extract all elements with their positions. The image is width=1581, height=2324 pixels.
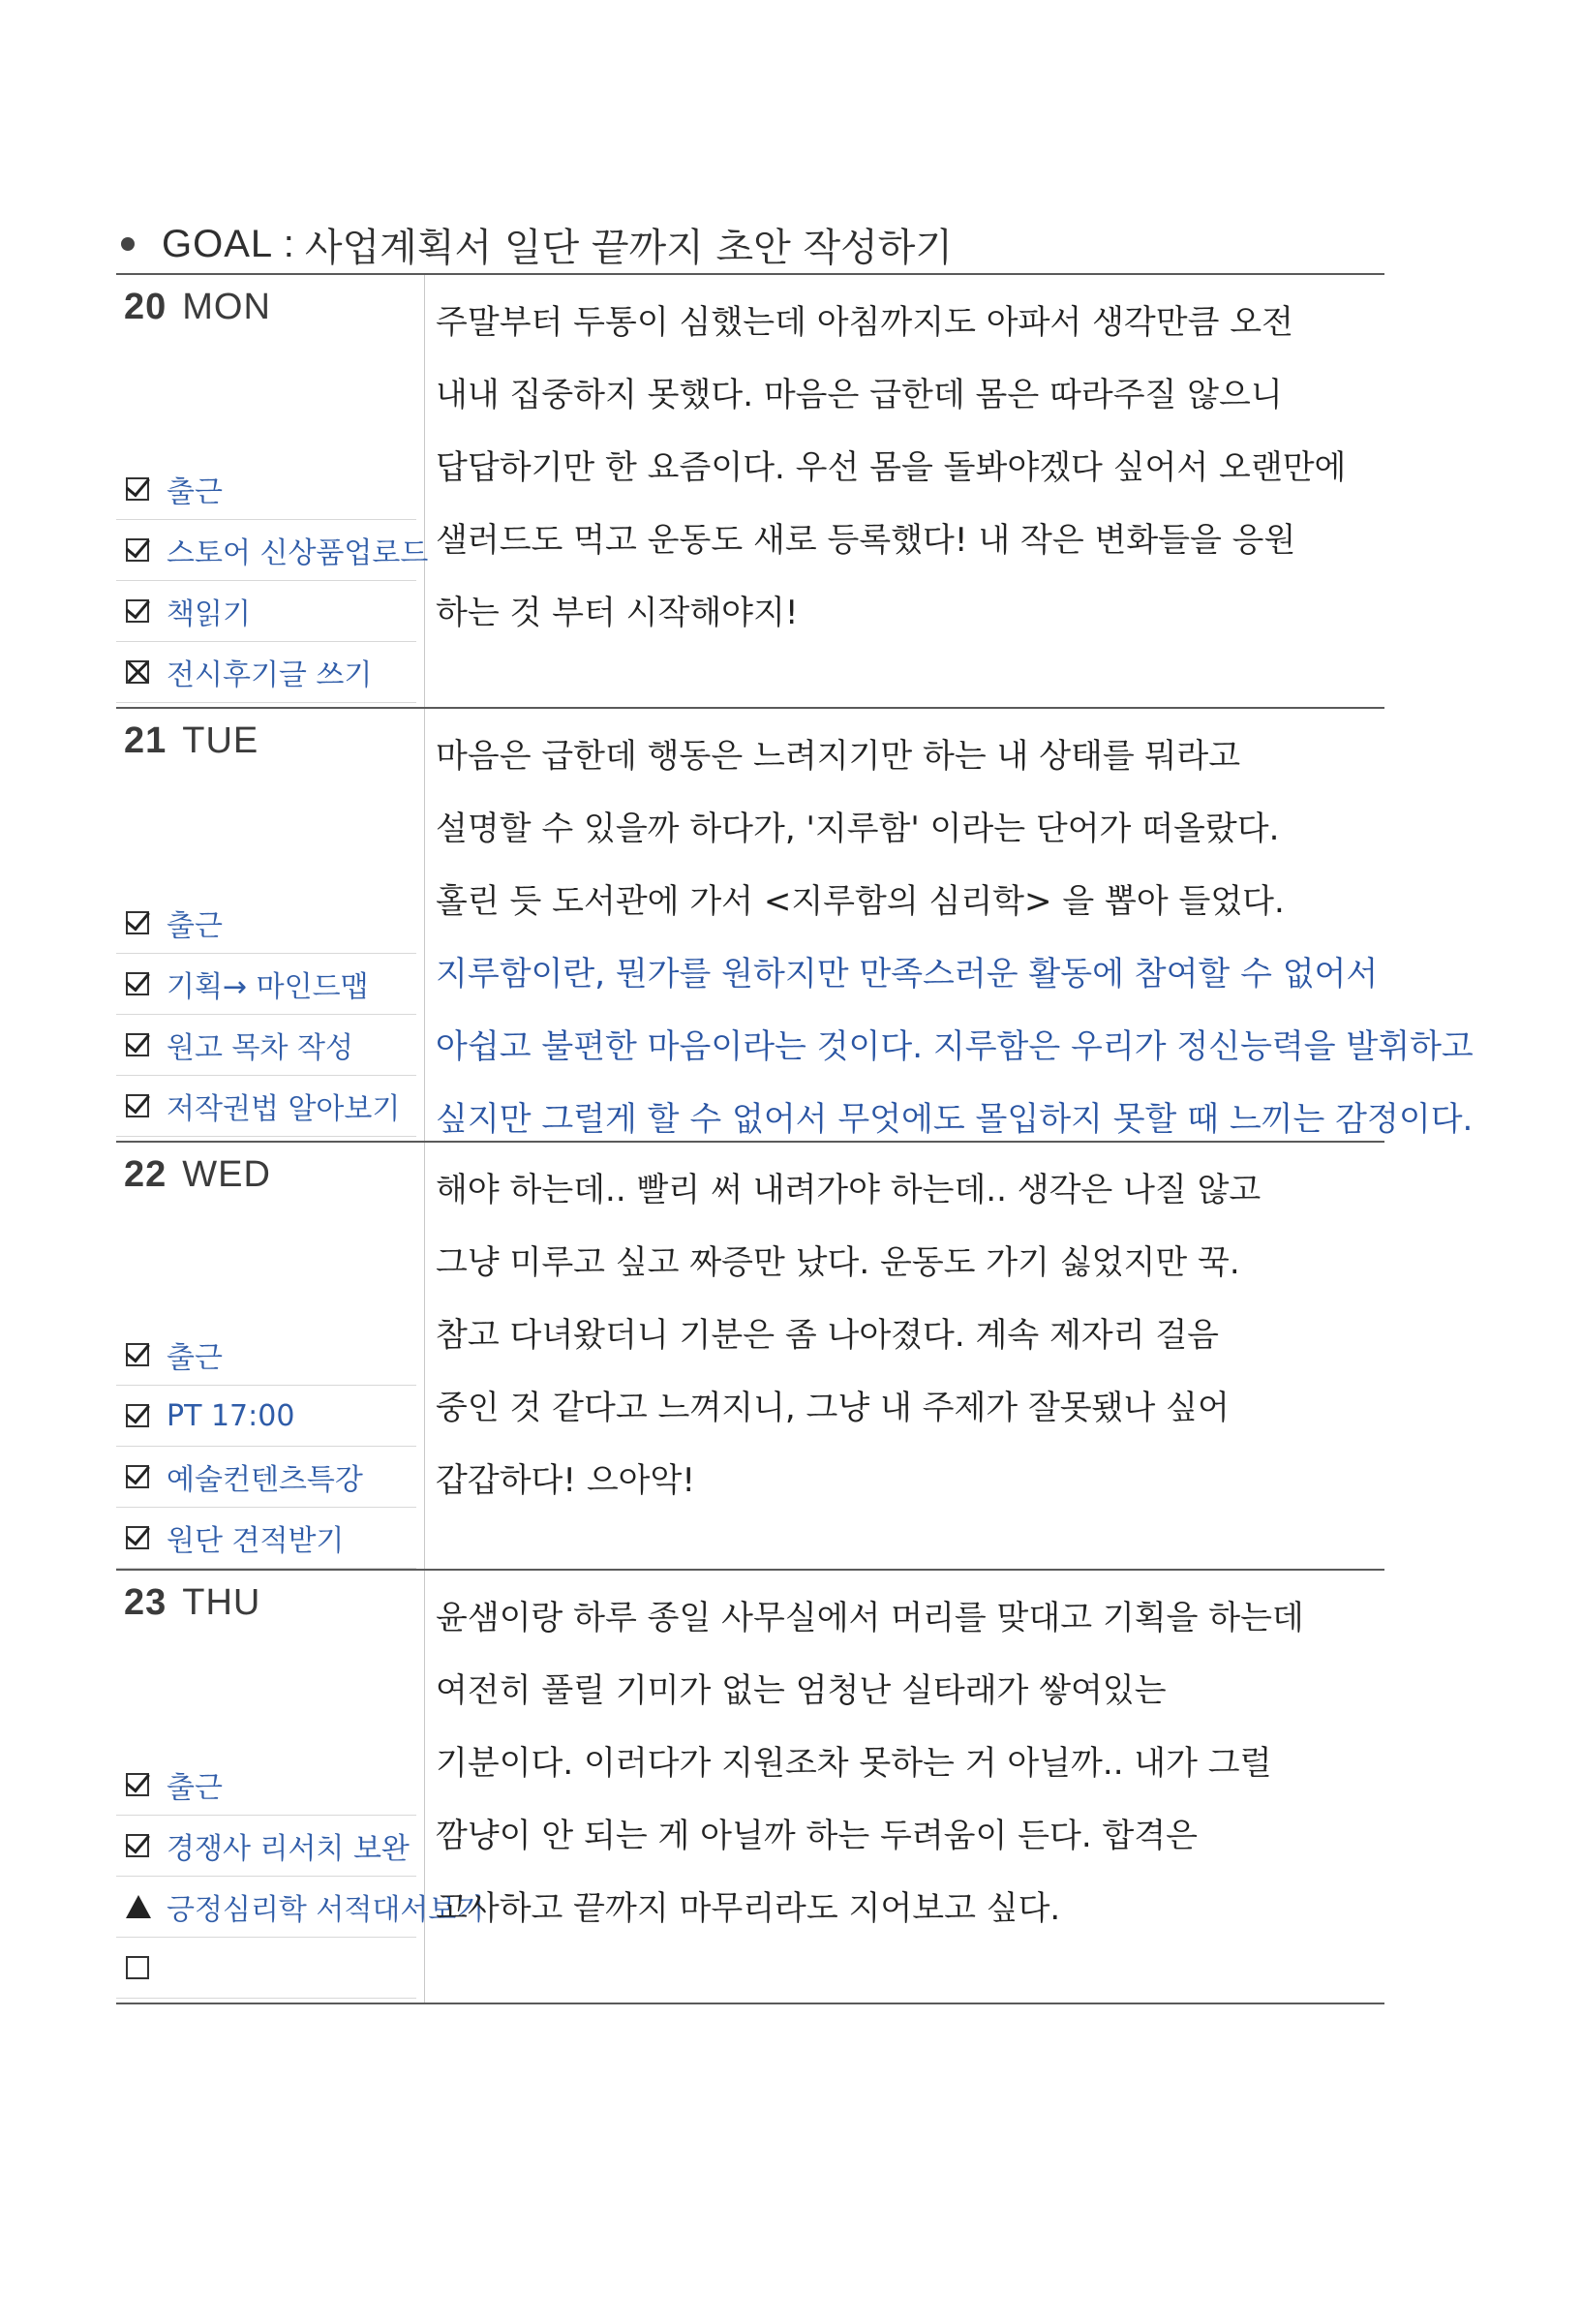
checkbox-checked-icon[interactable] — [126, 972, 149, 995]
journal-line: 참고 다녀왔더니 기분은 좀 나아졌다. 계속 제자리 걸음 — [436, 1316, 1220, 1355]
day-section-wed — [116, 1143, 1384, 1569]
task-label: 원단 견적받기 — [167, 1524, 345, 1558]
task-label: 경쟁사 리서치 보완 — [167, 1832, 410, 1866]
task-list — [116, 893, 416, 1137]
checkbox-checked-icon[interactable] — [126, 1834, 149, 1857]
day-weekday: MON — [182, 287, 271, 327]
day-weekday: THU — [182, 1582, 261, 1623]
journal-line: 답답하기만 한 요즘이다. 우선 몸을 돌봐야겠다 싶어서 오랜만에 — [436, 448, 1347, 487]
day-label — [124, 1582, 260, 1624]
day-section-tue — [116, 709, 1474, 1141]
task-item[interactable] — [116, 1076, 416, 1137]
task-item[interactable] — [116, 642, 416, 703]
checkbox-checked-icon[interactable] — [126, 1404, 149, 1427]
task-label: 전시후기글 쓰기 — [167, 658, 373, 692]
day-label — [124, 720, 258, 762]
task-label: 출근 — [167, 1341, 223, 1375]
checkbox-checked-icon[interactable] — [126, 1343, 149, 1366]
checkbox-checked-icon[interactable] — [126, 538, 149, 562]
journal-line: 중인 것 같다고 느껴지니, 그냥 내 주제가 잘못됐나 싶어 — [436, 1389, 1230, 1427]
task-label: 기획→ 마인드맵 — [167, 970, 369, 1004]
journal-text — [436, 1150, 1384, 1514]
checkbox-checked-icon[interactable] — [126, 1526, 149, 1549]
task-label: 출근 — [167, 1771, 223, 1805]
journal-line: 그냥 미루고 싶고 짜증만 났다. 운동도 가기 싫었지만 꾹. — [436, 1243, 1240, 1282]
task-item[interactable] — [116, 1938, 416, 1999]
day-section-thu — [116, 1571, 1384, 2003]
task-label: PT 17:00 — [167, 1398, 295, 1433]
journal-line: 마음은 급한데 행동은 느려지기만 하는 내 상태를 뭐라고 — [436, 737, 1241, 776]
day-section-mon — [116, 275, 1384, 707]
journal-line-quote: 아쉽고 불편한 마음이라는 것이다. 지루함은 우리가 정신능력을 발휘하고 — [436, 1027, 1474, 1066]
task-list — [116, 1325, 416, 1569]
task-label: 출근 — [167, 909, 223, 943]
checkbox-checked-icon[interactable] — [126, 911, 149, 934]
journal-line: 해야 하는데.. 빨리 써 내려가야 하는데.. 생각은 나질 않고 — [436, 1171, 1262, 1209]
journal-text — [436, 717, 1474, 1152]
task-item[interactable] — [116, 1325, 416, 1386]
journal-text — [436, 1578, 1384, 1942]
journal-line: 내내 집중하지 못했다. 마음은 급한데 몸은 따라주질 않으니 — [436, 376, 1283, 414]
journal-line: 하는 것 부터 시작해야지! — [436, 594, 799, 632]
bullet-icon — [121, 237, 135, 251]
task-list — [116, 459, 429, 703]
column-divider — [424, 275, 425, 707]
day-weekday: TUE — [182, 720, 259, 761]
journal-line: 주말부터 두통이 심했는데 아침까지도 아파서 생각만큼 오전 — [436, 303, 1293, 342]
task-item[interactable] — [116, 1386, 416, 1447]
day-number: 23 — [124, 1582, 167, 1623]
column-divider — [424, 1143, 425, 1569]
task-list — [116, 1755, 485, 1999]
task-item[interactable] — [116, 1015, 416, 1076]
goal-text: 사업계획서 일단 끝까지 초안 작성하기 — [304, 225, 954, 270]
day-number: 20 — [124, 287, 167, 327]
day-label — [124, 1154, 271, 1196]
journal-line: 샐러드도 먹고 운동도 새로 등록했다! 내 작은 변화들을 응원 — [436, 521, 1296, 560]
journal-line: 고사하고 끝까지 마무리라도 지어보고 싶다. — [436, 1889, 1061, 1928]
task-item[interactable] — [116, 459, 416, 520]
journal-line-quote: 싶지만 그럴게 할 수 없어서 무엇에도 몰입하지 못할 때 느끼는 감정이다. — [436, 1100, 1474, 1139]
task-item[interactable] — [116, 520, 429, 581]
checkbox-checked-icon[interactable] — [126, 477, 149, 501]
goal-row — [121, 215, 1380, 273]
task-label: 책읽기 — [167, 597, 251, 631]
checkbox-checked-icon[interactable] — [126, 1033, 149, 1056]
journal-line: 여전히 풀릴 기미가 없는 엄청난 실타래가 쌓여있는 — [436, 1671, 1167, 1710]
day-weekday: WED — [182, 1154, 271, 1195]
task-item[interactable] — [116, 1816, 416, 1877]
task-label: 원고 목차 작성 — [167, 1031, 353, 1065]
goal-label: GOAL : — [162, 222, 295, 265]
journal-line: 윤샘이랑 하루 종일 사무실에서 머리를 맞대고 기획을 하는데 — [436, 1599, 1304, 1637]
checkbox-crossed-icon[interactable] — [126, 660, 149, 684]
day-number: 21 — [124, 720, 167, 761]
journal-line: 설명할 수 있을까 하다가, '지루함' 이라는 단어가 떠올랐다. — [436, 810, 1280, 848]
day-number: 22 — [124, 1154, 167, 1195]
checkbox-checked-icon[interactable] — [126, 1094, 149, 1117]
checkbox-checked-icon[interactable] — [126, 1773, 149, 1796]
task-label: 예술컨텐츠특강 — [167, 1463, 363, 1497]
journal-line: 기분이다. 이러다가 지원조차 못하는 거 아닐까.. 내가 그럴 — [436, 1744, 1272, 1783]
checkbox-checked-icon[interactable] — [126, 599, 149, 623]
task-item[interactable] — [116, 581, 416, 642]
day-label — [124, 287, 271, 328]
journal-line: 홀린 듯 도서관에 가서 <지루함의 심리학> 을 뽑아 들었다. — [436, 882, 1285, 921]
task-item[interactable] — [116, 1508, 416, 1569]
task-item[interactable] — [116, 954, 416, 1015]
journal-line-quote: 지루함이란, 뭔가를 원하지만 만족스러운 활동에 참여할 수 없어서 — [436, 955, 1379, 994]
task-label: 저작권법 알아보기 — [167, 1092, 401, 1126]
journal-line: 갑갑하다! 으아악! — [436, 1461, 695, 1500]
task-item[interactable] — [116, 893, 416, 954]
checkbox-empty-icon[interactable] — [126, 1956, 149, 1979]
triangle-partial-icon[interactable] — [126, 1895, 149, 1918]
column-divider — [424, 1571, 425, 2003]
task-item[interactable] — [116, 1877, 485, 1938]
journal-line: 깜냥이 안 되는 게 아닐까 하는 두려움이 든다. 합격은 — [436, 1817, 1198, 1855]
task-label: 출근 — [167, 475, 223, 509]
task-item[interactable] — [116, 1447, 416, 1508]
checkbox-checked-icon[interactable] — [126, 1465, 149, 1488]
column-divider — [424, 709, 425, 1141]
divider — [116, 2003, 1384, 2004]
task-item[interactable] — [116, 1755, 416, 1816]
task-label: 스토어 신상품업로드 — [167, 536, 429, 570]
journal-text — [436, 283, 1384, 646]
task-label: 긍정심리학 서적대서보기 — [167, 1893, 485, 1927]
